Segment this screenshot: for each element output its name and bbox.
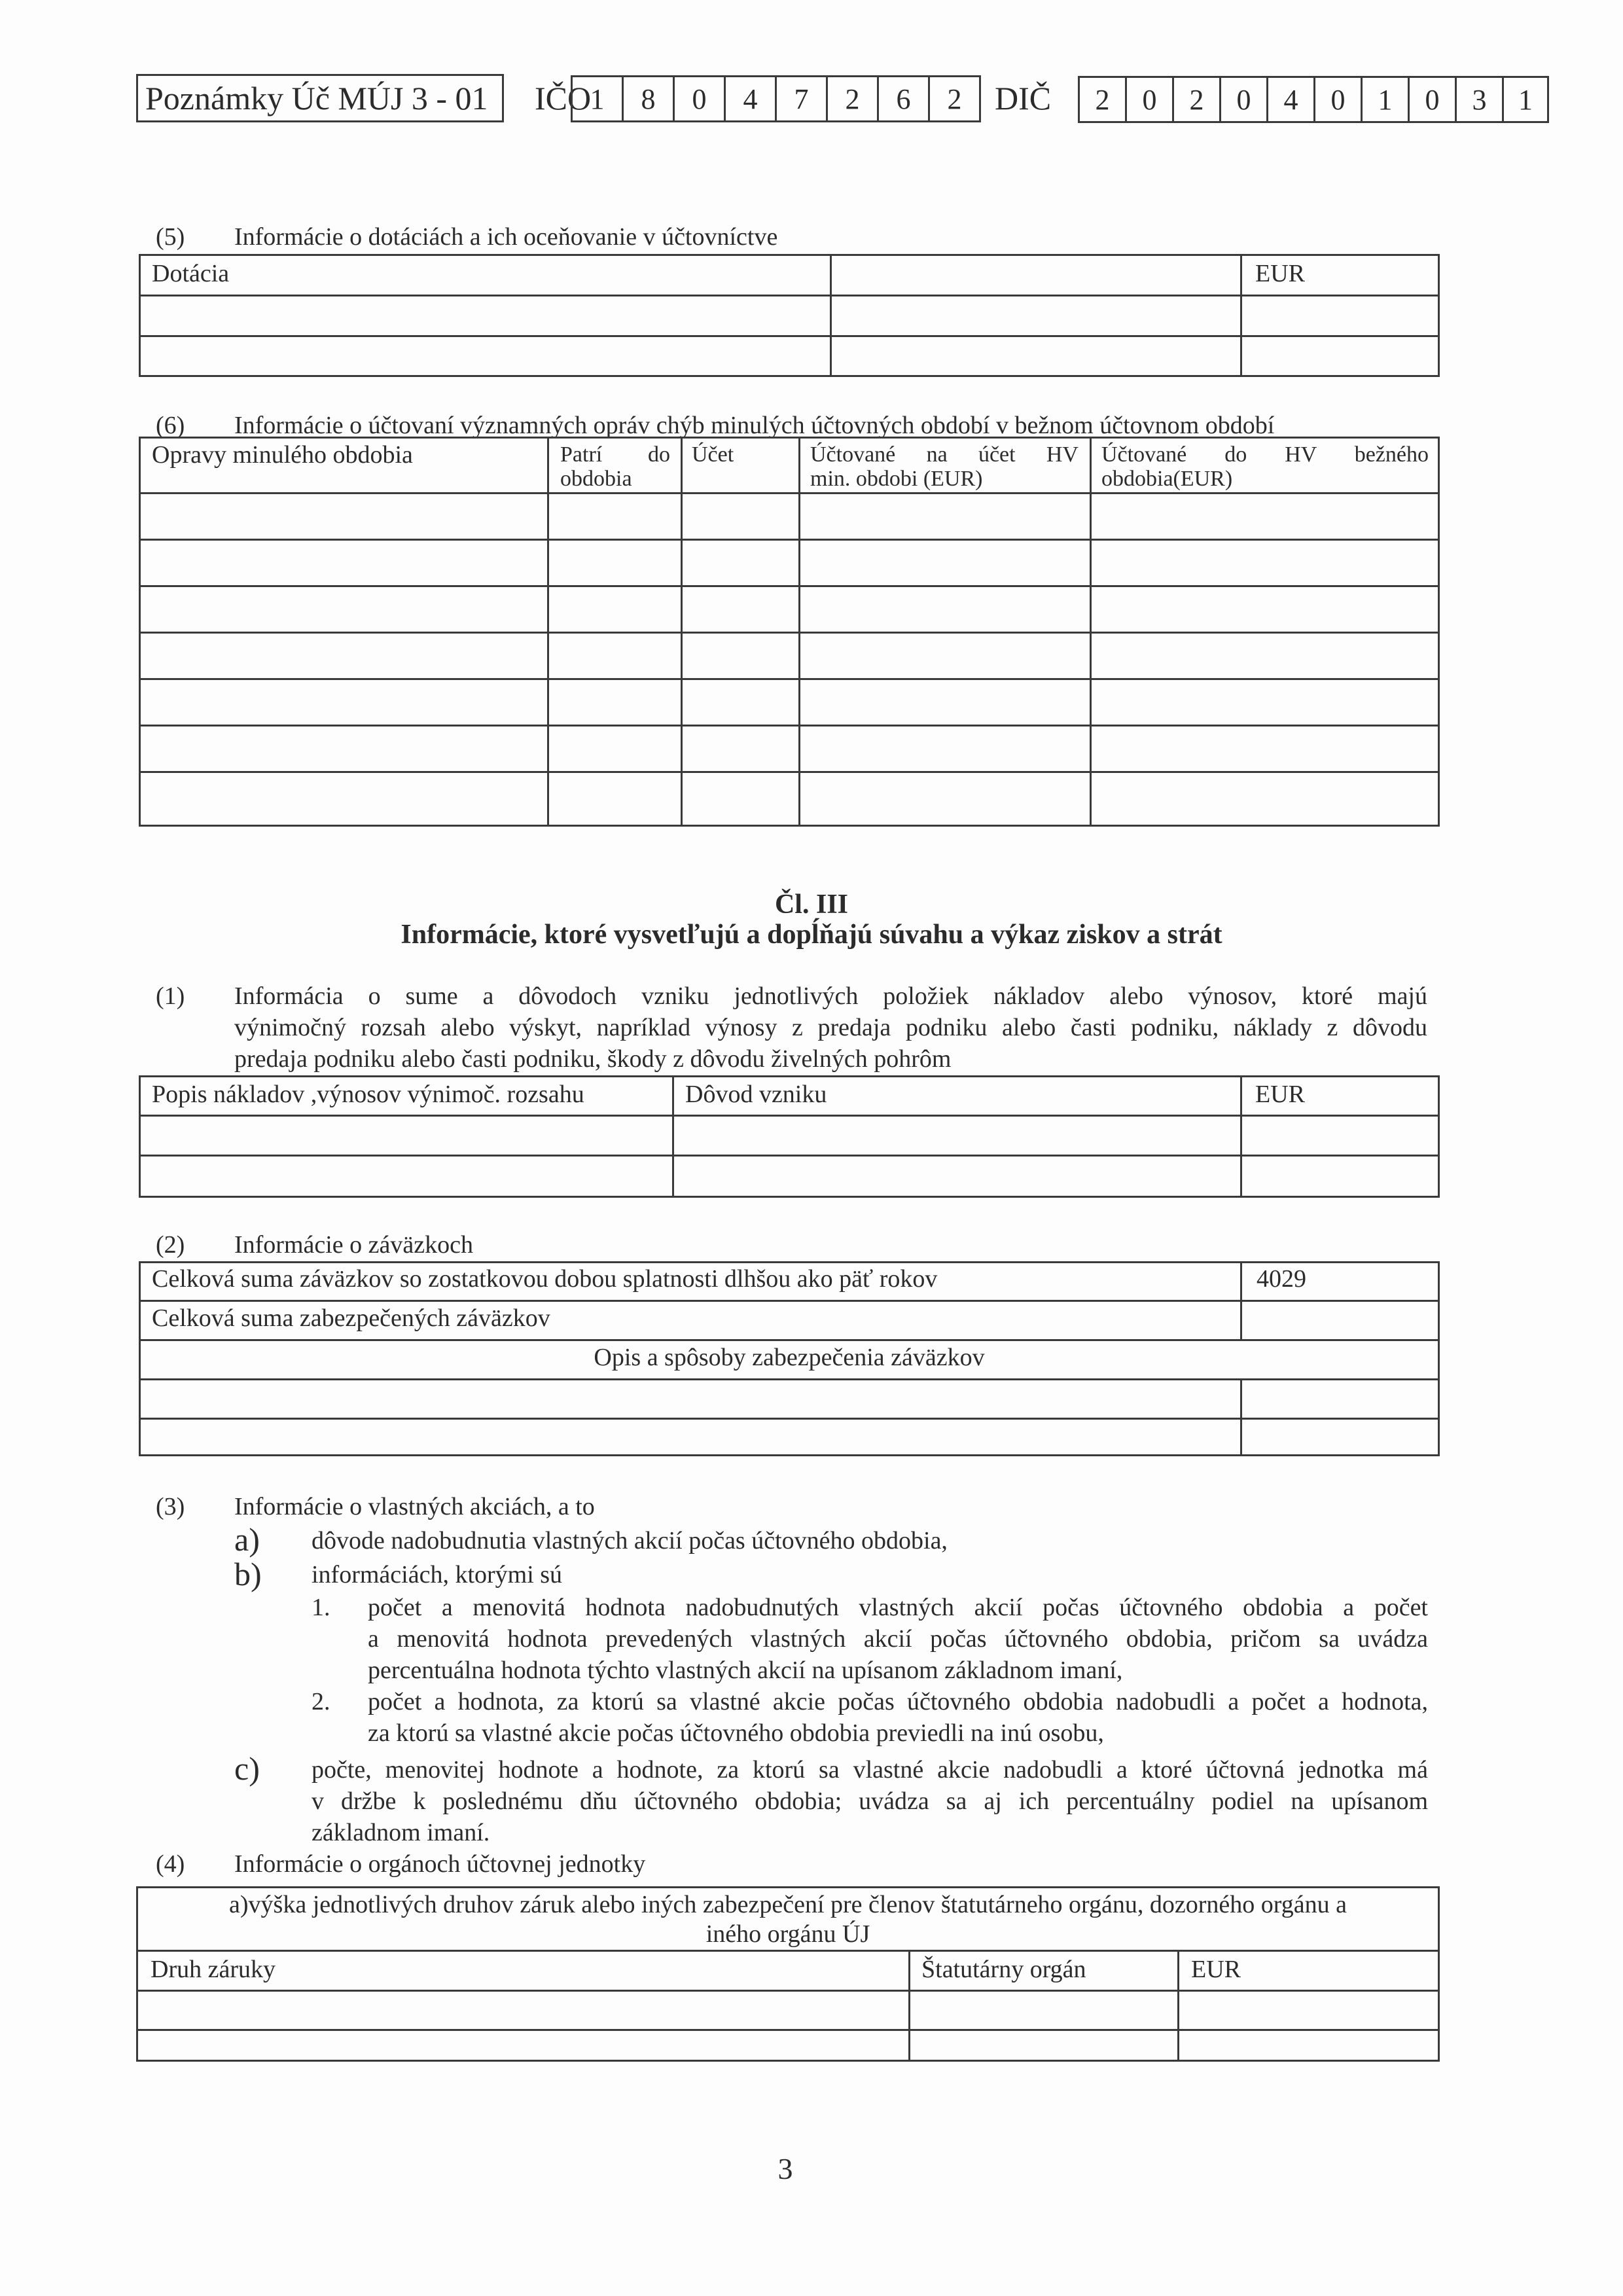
table-row[interactable] — [139, 632, 1440, 678]
table-row[interactable] — [139, 1115, 1440, 1155]
point-b-text: informáciách, ktorými sú — [312, 1561, 563, 1588]
table-row[interactable] — [136, 2029, 1440, 2062]
table-row-divider — [136, 1950, 1440, 1952]
header-eur: EUR — [1191, 1956, 1241, 1983]
subpoint-1-line: percentuálna hodnota týchto vlastných akcií na upísanom základnom imaní, — [368, 1657, 1123, 1684]
section6-title: Informácie o účtovaní významných opráv chýb minulých účtovných období v bežnom účtovnom období — [234, 412, 1275, 439]
table-row[interactable] — [139, 492, 1440, 539]
section6-number: (6) — [156, 412, 185, 439]
article-subtitle: Informácie, ktoré vysvetľujú a dopĺňajú súvahu a výkaz ziskov a strát — [401, 920, 1222, 950]
header-belongs-to-period-line2: obdobia — [560, 467, 632, 491]
subpoint-2-line: za ktorú sa vlastné akcie počas účtovného obdobia previedli na inú osobu, — [368, 1719, 1104, 1747]
ico-label: IČO — [535, 80, 592, 117]
point-c-line: počte, menovitej hodnote a hodnote, za ktorú sa vlastné akcie nadobudli a ktoré účtovná jednotka má — [312, 1756, 1428, 1784]
item4-title: Informácie o orgánoch účtovnej jednotky — [234, 1850, 646, 1878]
header-account: Účet — [692, 442, 734, 467]
header-eur: EUR — [1255, 1081, 1305, 1108]
subpoint-2-line: počet a hodnota, za ktorú sa vlastné akcie počas účtovného obdobia nadobudli a počet a hodnota, — [368, 1688, 1428, 1715]
header-dotacia: Dotácia — [152, 260, 230, 287]
point-c-line: základnom imaní. — [312, 1819, 490, 1846]
point-c-marker: c) — [234, 1750, 260, 1787]
page-number: 3 — [777, 2152, 793, 2185]
secured-liabilities-value[interactable] — [1242, 1302, 1438, 1338]
long-term-liabilities-value[interactable]: 4029 — [1257, 1265, 1306, 1293]
item3-number: (3) — [156, 1493, 185, 1520]
table-row[interactable] — [139, 1155, 1440, 1196]
section5-number: (5) — [156, 223, 185, 251]
item4-number: (4) — [156, 1850, 185, 1878]
header-statutory-body: Štatutárny orgán — [921, 1956, 1086, 1983]
dic-label: DIČ — [995, 80, 1052, 117]
header-current-hv-line2: obdobia(EUR) — [1101, 467, 1233, 491]
table-row[interactable] — [139, 295, 1440, 335]
ico-digit-cell: 6 — [877, 75, 930, 122]
header-eur: EUR — [1255, 260, 1305, 287]
point-a-text: dôvode nadobudnutia vlastných akcií počas účtovného obdobia, — [312, 1527, 948, 1554]
table-row[interactable] — [139, 1378, 1440, 1418]
subpoint-2-marker: 2. — [312, 1688, 330, 1715]
table-row[interactable] — [139, 585, 1440, 632]
header-corrections: Opravy minulého obdobia — [152, 441, 413, 469]
table-row[interactable] — [139, 539, 1440, 585]
ico-digit-cell: 8 — [622, 75, 675, 122]
dic-digit-cell: 0 — [1313, 76, 1363, 123]
item2-title: Informácie o záväzkoch — [234, 1231, 474, 1259]
table-row[interactable] — [139, 678, 1440, 725]
guarantees-caption-line: iného orgánu ÚJ — [705, 1920, 870, 1948]
point-c-line: v držbe k poslednému dňu účtovného obdobia; uvádza sa aj ich percentuálny podiel na upísanom — [312, 1787, 1428, 1815]
point-b-marker: b) — [234, 1556, 262, 1592]
header-current-hv-line1: Účtované do HV bežného — [1101, 442, 1429, 467]
item1-line: Informácia o sume a dôvodoch vzniku jednotlivých položiek nákladov alebo výnosov, ktoré majú — [234, 982, 1427, 1010]
long-term-liabilities-label: Celková suma záväzkov so zostatkovou dobou splatnosti dlhšou ako päť rokov — [152, 1265, 938, 1293]
secured-liabilities-label: Celková suma zabezpečených záväzkov — [152, 1304, 550, 1332]
table-row[interactable] — [139, 335, 1440, 376]
header-reason: Dôvod vzniku — [685, 1081, 827, 1108]
subpoint-1-marker: 1. — [312, 1594, 330, 1621]
dic-digit-cell: 1 — [1502, 76, 1549, 123]
item1-line: výnimočný rozsah alebo výskyt, napríklad výnosy z predaja podniku alebo časti podniku, náklady z dôvodu — [234, 1014, 1427, 1041]
subpoint-1-line: a menovitá hodnota prevedených vlastných akcií počas účtovného obdobia, pričom sa uvádza — [368, 1625, 1428, 1653]
ico-digit-cell: 4 — [724, 75, 777, 122]
table-row[interactable] — [139, 771, 1440, 826]
ico-digit-cell: 2 — [826, 75, 879, 122]
item2-number: (2) — [156, 1231, 185, 1259]
dic-digit-cell: 0 — [1219, 76, 1268, 123]
header-description: Popis nákladov ,výnosov výnimoč. rozsahu — [152, 1081, 584, 1108]
dic-digit-cell: 2 — [1078, 76, 1127, 123]
dic-digit-cell: 0 — [1408, 76, 1457, 123]
header-prev-hv-line1: Účtované na účet HV — [810, 442, 1079, 467]
dic-digit-cell: 3 — [1455, 76, 1504, 123]
dic-digit-cell: 1 — [1361, 76, 1410, 123]
guarantees-caption-line: a)výška jednotlivých druhov záruk alebo iných zabezpečení pre členov štatutárneho orgánu, dozorného orgánu a — [229, 1891, 1347, 1918]
point-a-marker: a) — [234, 1521, 260, 1558]
ico-digit-cell: 1 — [571, 75, 624, 122]
header-prev-hv-line2: min. obdobi (EUR) — [810, 467, 983, 491]
dic-digit-cell: 0 — [1125, 76, 1174, 123]
section5-title: Informácie o dotáciách a ich oceňovanie v účtovníctve — [234, 223, 778, 251]
article-heading: Čl. III — [774, 889, 849, 920]
item1-number: (1) — [156, 982, 185, 1010]
form-title: Poznámky Úč MÚJ 3 - 01 — [145, 80, 488, 117]
dic-digit-cell: 2 — [1172, 76, 1221, 123]
ico-digit-cell: 2 — [928, 75, 981, 122]
table-row[interactable] — [139, 1418, 1440, 1456]
subpoint-1-line: počet a menovitá hodnota nadobudnutých vlastných akcií počas účtovného obdobia a počet — [368, 1594, 1428, 1621]
table-row[interactable] — [139, 725, 1440, 771]
ico-digit-cell: 0 — [673, 75, 726, 122]
item3-title: Informácie o vlastných akciách, a to — [234, 1493, 595, 1520]
item1-line: predaja podniku alebo časti podniku, škody z dôvodu živelných pohrôm — [234, 1045, 952, 1073]
ico-digit-cell: 7 — [775, 75, 828, 122]
dic-digit-cell: 4 — [1266, 76, 1315, 123]
security-description-subheader: Opis a spôsoby zabezpečenia záväzkov — [594, 1344, 985, 1371]
header-belongs-to-period-line1: Patrí do — [560, 442, 670, 467]
table-row-divider — [139, 1339, 1440, 1341]
header-guarantee-type: Druh záruky — [151, 1956, 276, 1983]
table-row[interactable] — [136, 1990, 1440, 2029]
